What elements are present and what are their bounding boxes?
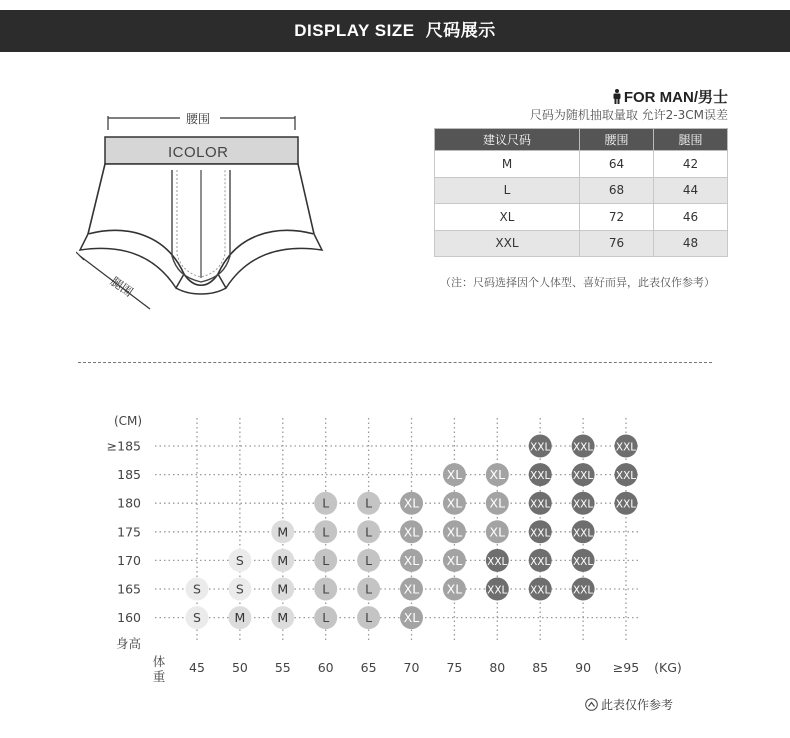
size-marker-label: XL <box>489 495 506 511</box>
size-marker-label: XL <box>446 495 463 511</box>
section-divider <box>78 362 712 363</box>
size-marker-label: XL <box>403 495 420 511</box>
size-marker-label: XL <box>446 552 463 568</box>
column-header: 腿围 <box>653 129 727 151</box>
size-marker-label: M <box>277 610 289 626</box>
size-marker-label: S <box>193 610 201 626</box>
column-header: 腰围 <box>579 129 653 151</box>
y-unit-label: (CM) <box>113 414 143 428</box>
height-tick-label: 180 <box>117 495 141 511</box>
table-cell: 44 <box>653 177 727 204</box>
size-marker-label: XXL <box>572 441 594 454</box>
size-marker-label: XL <box>403 524 420 540</box>
weight-tick-label: 55 <box>274 660 291 675</box>
column-header: 建议尺码 <box>435 129 580 151</box>
weight-tick-label: 60 <box>317 660 334 675</box>
size-marker-label: XXL <box>530 498 551 511</box>
table-cell: 46 <box>653 204 727 231</box>
size-marker-label: XXL <box>530 584 551 597</box>
table-row <box>435 151 728 178</box>
size-marker-label: L <box>365 524 373 540</box>
size-marker-label: L <box>322 495 330 511</box>
weight-tick-label: 45 <box>189 660 205 675</box>
size-marker-label: M <box>277 524 289 540</box>
table-cell: 48 <box>653 230 727 257</box>
size-marker-label: XL <box>446 524 463 540</box>
size-marker-label: M <box>277 552 289 568</box>
size-marker-label: XXL <box>530 470 551 483</box>
table-row <box>435 177 728 204</box>
size-marker-label: XXL <box>572 555 594 568</box>
table-cell: L <box>435 177 580 204</box>
weight-tick-label: 85 <box>532 660 549 675</box>
size-table <box>434 128 728 257</box>
weight-tick-label: 75 <box>446 660 463 675</box>
size-marker-label: M <box>277 581 289 597</box>
table-row <box>435 230 728 257</box>
size-marker-label: XXL <box>487 584 508 597</box>
for-man-text: FOR MAN/男士 <box>623 89 728 106</box>
size-marker-label: L <box>365 610 373 626</box>
weight-tick-label: 50 <box>231 660 248 675</box>
size-marker-label: S <box>235 552 244 568</box>
size-marker-label: XXL <box>572 470 594 483</box>
weight-tick-label: 70 <box>403 660 420 675</box>
size-marker-label: XXL <box>615 498 637 511</box>
size-marker-label: XXL <box>487 555 508 568</box>
size-marker-label: XL <box>403 552 420 568</box>
size-marker-label: L <box>365 495 373 511</box>
table-cell: XL <box>435 204 580 231</box>
size-marker-label: XXL <box>530 527 551 540</box>
header-banner <box>0 10 790 52</box>
size-marker-label: XL <box>446 581 463 597</box>
size-marker-label: M <box>234 610 246 626</box>
leg-label: 腿围 <box>107 274 136 300</box>
up-arrow-circle-icon <box>585 698 598 711</box>
table-cell: 76 <box>579 230 653 257</box>
table-cell: 68 <box>579 177 653 204</box>
size-marker-label: XL <box>489 524 506 540</box>
table-cell: 64 <box>579 151 653 178</box>
size-marker-label: XXL <box>615 441 637 454</box>
table-row <box>435 204 728 231</box>
banner-title-en: DISPLAY SIZE <box>294 21 415 40</box>
size-marker-label: XL <box>446 467 463 483</box>
size-marker-label: XL <box>403 581 420 597</box>
banner-title-cn: 尺码展示 <box>425 21 496 40</box>
size-marker-label: S <box>235 581 244 597</box>
size-marker-label: L <box>322 581 330 597</box>
size-marker-label: XXL <box>530 441 551 454</box>
measurement-tolerance-note: 尺码为随机抽取量取 允许2-3CM误差 <box>529 108 728 122</box>
height-tick-label: 175 <box>117 524 141 540</box>
size-marker-label: XL <box>489 467 506 483</box>
weight-tick-label: 90 <box>575 660 592 675</box>
weight-tick-label: ≥95 <box>612 660 640 675</box>
size-marker-label: XXL <box>572 584 594 597</box>
height-tick-label: 160 <box>117 610 141 626</box>
weight-axis-title: 体重 <box>152 654 166 684</box>
size-recommendation-grid <box>0 400 790 700</box>
table-cell: XXL <box>435 230 580 257</box>
size-table-header-row <box>435 129 728 151</box>
size-marker-label: XXL <box>615 470 637 483</box>
x-unit-label: (KG) <box>654 660 682 675</box>
waist-label: 腰围 <box>186 112 211 126</box>
weight-tick-label: 80 <box>489 660 506 675</box>
size-marker-label: XXL <box>572 527 594 540</box>
size-marker-label: XXL <box>530 555 551 568</box>
man-figure-icon <box>612 89 622 104</box>
size-table-heading <box>600 86 728 107</box>
size-marker-label: L <box>365 552 373 568</box>
size-choice-note: （注：尺码选择因个人体型、喜好而异，此表仅作参考） <box>440 276 715 289</box>
height-tick-label: 185 <box>117 467 141 483</box>
height-tick-label: ≥185 <box>106 438 141 454</box>
table-cell: 72 <box>579 204 653 231</box>
size-marker-label: L <box>365 581 373 597</box>
footnote-text: 此表仅作参考 <box>601 698 674 712</box>
table-cell: M <box>435 151 580 178</box>
reference-footnote <box>585 696 673 713</box>
brand-label: ICOLOR <box>168 144 229 161</box>
size-marker-label: XL <box>403 610 420 626</box>
size-marker-label: S <box>193 581 201 597</box>
table-cell: 42 <box>653 151 727 178</box>
banner-title <box>0 10 790 52</box>
height-tick-label: 165 <box>117 581 141 597</box>
size-marker-label: XXL <box>572 498 594 511</box>
height-tick-label: 170 <box>117 552 141 568</box>
height-axis-title: 身高 <box>115 636 141 651</box>
underwear-diagram <box>76 106 326 314</box>
size-marker-label: L <box>322 524 330 540</box>
size-marker-label: L <box>322 610 330 626</box>
weight-tick-label: 65 <box>360 660 377 675</box>
size-marker-label: L <box>322 552 330 568</box>
